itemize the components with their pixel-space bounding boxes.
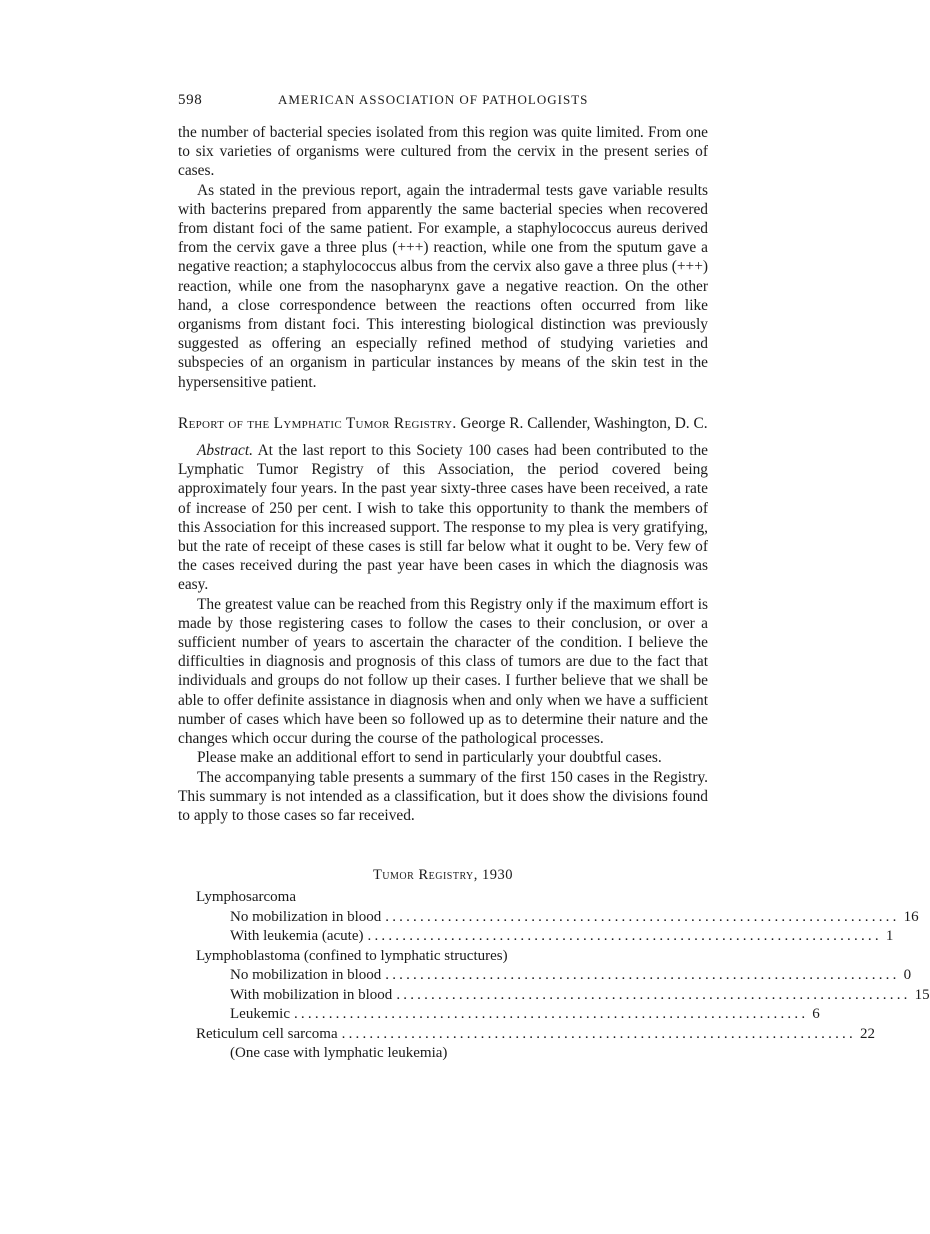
report-heading [178,414,708,433]
dot-leader: .......................................................................... [293,1006,809,1023]
table-title: Tumor Registry, 1930 [372,867,514,884]
table-row [178,927,894,947]
row-value: 16 [903,908,919,925]
row-value: 22 [859,1025,875,1042]
paragraph-doubtful-cases: Please make an additional effort to send in particularly your doubtful cases. [197,749,662,767]
dot-leader: .......................................................................... [341,1025,856,1042]
table-row [178,966,912,986]
row-value: 1 [885,928,894,945]
row-value: 0 [903,967,912,984]
paragraph-intradermal-tests: As stated in the previous report, again the intradermal tests gave variable results with bacterins prepared from apparently the same bacterial species when recovered from distant foci of the same patient. For example, a staphylococcus aureus derived from the cervix gave a three plus (+++) reaction, while one from the sputum gave a negative reaction; a staphylococcus albus from the cervix also gave a three plus (+++) reaction, while one from the nasopharynx gave a negative reaction. On the other hand, a close correspondence between the reactions often occurred from like organisms from distant foci. This interesting biological distinction was previously suggested as offering an especially refined method of studying varieties and subspecies of an organism in particular instances by means of the skin test in the hypersensitive patient. [178,181,708,391]
table-row [178,908,919,928]
dot-leader: .......................................................................... [367,928,882,945]
row-label: No mobilization in blood [230,908,382,925]
paragraph-greatest-value: The greatest value can be reached from this Registry only if the maximum effort is made by those registering cases to follow the cases to their conclusion, or over a sufficient number of years to ascertain the character of the condition. I believe the difficulties in diagnosis and prognosis of this class of tumors are due to the fact that individuals and groups do not follow up their cases. I further believe that we shall be able to offer definite assistance in diagnosis when and only when we have a sufficient number of cases which have been so followed up as to determine their nature and the changes which occur during the course of the pathological processes. [178,595,708,748]
table-row [178,986,930,1006]
table-row [178,947,708,967]
abstract-text: At the last report to this Society 100 cases had been contributed to the Lymphatic Tumor Registry of this Association, the period covered being approximately four years. In the past year sixty-three cases have been received, a rate of increase of 250 per cent. I wish to take this opportunity to thank the members of this Association for this increased support. The response to my plea is very gratifying, but the rate of receipt of these cases is still far below what it ought to be. Very few of the cases received during the past year have been cases in which the diagnosis was easy. [178,442,709,594]
document-page [178,92,930,1064]
row-label: Leukemic [230,1006,290,1023]
row-value: 15 [914,986,930,1003]
table-row [178,888,708,908]
row-value: 6 [812,1006,820,1023]
row-label: Lymphosarcoma [196,889,296,906]
abstract-label: Abstract. [197,442,254,460]
paragraph-continuation: the number of bacterial species isolated from this region was quite limited. From one to six varieties of organisms were cultured from the cervix in the present series of cases. [178,124,708,180]
dot-leader: .......................................................................... [396,986,911,1003]
report-title: Report of the Lymphatic Tumor Registry. [178,414,457,432]
abstract-paragraph [178,441,708,595]
dot-leader: .......................................................................... [385,908,900,925]
running-title: AMERICAN ASSOCIATION OF PATHOLOGISTS [278,92,589,107]
row-label: Reticulum cell sarcoma [196,1025,338,1042]
row-label: Lymphoblastoma (confined to lymphatic structures) [196,947,508,964]
row-label: No mobilization in blood [230,967,382,984]
table-row [178,1025,875,1045]
page-header [178,92,708,109]
dot-leader: .......................................................................... [385,967,900,984]
page-number: 598 [178,92,203,108]
table-row [178,1044,708,1064]
row-note: (One case with lymphatic leukemia) [230,1045,448,1062]
paragraph-accompanying-table: The accompanying table presents a summary of the first 150 cases in the Registry. This summary is not intended as a classification, but it does show the divisions found to apply to those cases so far received. [178,768,708,824]
table-row [178,1005,820,1025]
report-author: George R. Callender, Washington, D. C. [460,414,708,432]
tumor-registry-table [178,888,930,1064]
row-label: With leukemia (acute) [230,928,364,945]
row-label: With mobilization in blood [230,986,393,1003]
